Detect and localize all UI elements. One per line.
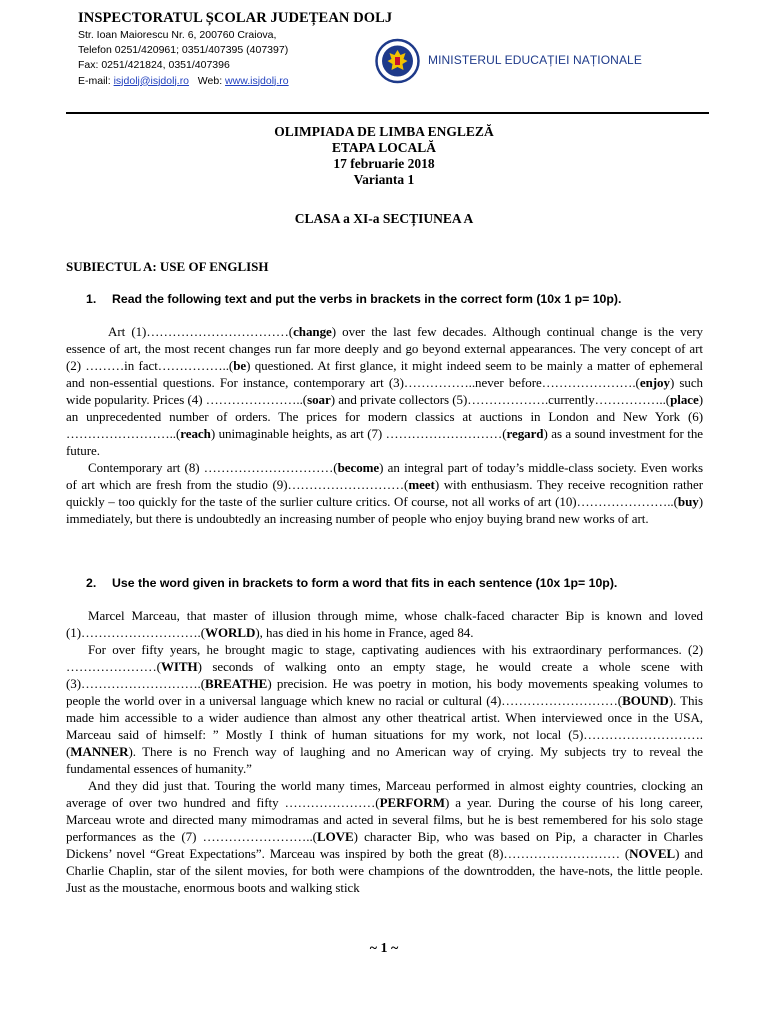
email-label: E-mail: (78, 74, 114, 87)
institution-name: INSPECTORATUL ȘCOLAR JUDEȚEAN DOLJ (78, 10, 393, 26)
title-date: 17 februarie 2018 (333, 156, 435, 171)
task-1-paragraph-1: Art (1)……………………………(change) over the last few decades. Although continual change is the very essence of art, the most recent changes run far more deeply and go beyond external appearances. The very concept of art (2) ………in fact……………..(be) questioned. At first glance, it might indeed seem to be mainly a matter of ephemeral and non-essential questions. For instance, contemporary art (3)……………..never before………………….(enjoy) such wide popularity. Prices (4) …………………..(soar) and private collectors (5)……………….currently……………..(place) an unprecedented number of orders. The prices for modern classics at auctions in London and New York (6) ……………………..(reach) unimaginable heights, as art (7) ………………………(regard) as a sound investment for the future. (66, 324, 703, 458)
web-label: Web: (197, 74, 226, 87)
task-2-text: Use the word given in brackets to form a word that fits in each sentence (10x 1p= 10p). (112, 576, 618, 590)
task-1-paragraph-2: Contemporary art (8) …………………………(become) an integral part of today’s middle-class society. Even works of art which are fresh from the studio (9)………………………(meet) with enthusiasm. They receive recognition rather quickly – too quickly for the taste of the surlier culture critics. Of course, not all works of art (10)…………………..(buy) immediately, but there is undoubtedly an increasing number of people who enjoy buying brand new works of art. (66, 460, 703, 526)
document-title (0, 124, 768, 188)
page-number: ~ 1 ~ (369, 941, 399, 956)
header-contact-block (78, 10, 392, 89)
web-link[interactable]: www.isjdolj.ro (225, 74, 289, 87)
email-link[interactable]: isjdolj@isjdolj.ro (113, 74, 190, 87)
task-2-number: 2. (86, 576, 97, 590)
task-2-paragraph-1: Marcel Marceau, that master of illusion through mime, whose chalk-faced character Bip is known and loved (1)……………………….(WORLD), has died in his home in France, aged 84. (66, 608, 703, 640)
task-1-number: 1. (86, 292, 97, 306)
address-line: Str. Ioan Maiorescu Nr. 6, 200760 Craiova, (78, 29, 277, 41)
title-olympiad: OLIMPIADA DE LIMBA ENGLEZĂ (274, 124, 494, 139)
task-2-paragraph-2: For over fifty years, he brought magic to stage, captivating audiences with his extraordinary performances. (2) …………………(WITH) seconds of walking onto an empty stage, he would create a whole scene with (3)……………………….(BREATHE) precision. He was poetry in motion, his body movements speaking volumes to people the world over in a universal language which knew no racial or cultural (4)………………………(BOUND). This made him accessible to a wider audience than almost any other theatrical artist. When interviewed once in the USA, Marceau said of himself: ” Mostly I think of human situations for my work, not local (5)……………………….(MANNER). There is no French way of laughing and no American way of crying. My subjects try to reveal the fundamental essences of humanity.” (66, 642, 703, 776)
task-2-passage (66, 607, 703, 896)
title-variant: Varianta 1 (353, 172, 415, 187)
task-2-instruction (86, 576, 617, 590)
ministry-name: MINISTERUL EDUCAȚIEI NAȚIONALE (428, 53, 642, 67)
subject-heading: SUBIECTUL A: USE OF ENGLISH (66, 259, 269, 274)
phone-line: Telefon 0251/420961; 0351/407395 (407397) (78, 44, 289, 57)
title-stage: ETAPA LOCALĂ (331, 140, 437, 155)
task-1-instruction (86, 292, 621, 306)
fax-line: Fax: 0251/421824, 0351/407396 (78, 59, 230, 72)
task-2-paragraph-3: And they did just that. Touring the world many times, Marceau performed in almost eighty countries, clocking an average of over two hundred and fifty …………………(PERFORM) a year. During the course of his long career, Marceau wrote and directed many mimodramas and acted in several films, but he is best remembered for his solo stage performances as the (7) ……………………..(LOVE) character Bip, who was based on Pip, a character in Charles Dickens’ novel “Great Expectations”. Marceau was inspired by both the great (8)……………………… (NOVEL) and Charlie Chaplin, star of the silent movies, for both were champions of the downtrodden, the have-nots, the little people. Just as the moustache, enormous boots and walking stick (66, 778, 704, 895)
email-web-line (78, 74, 392, 89)
task-1-text: Read the following text and put the verbs in brackets in the correct form (10x 1 p= 10p). (112, 292, 622, 306)
task-1-passage (66, 323, 703, 527)
romanian-government-emblem-icon (375, 36, 420, 86)
section-heading: CLASA a XI-a SECȚIUNEA A (294, 211, 474, 226)
header-rule (66, 112, 709, 114)
